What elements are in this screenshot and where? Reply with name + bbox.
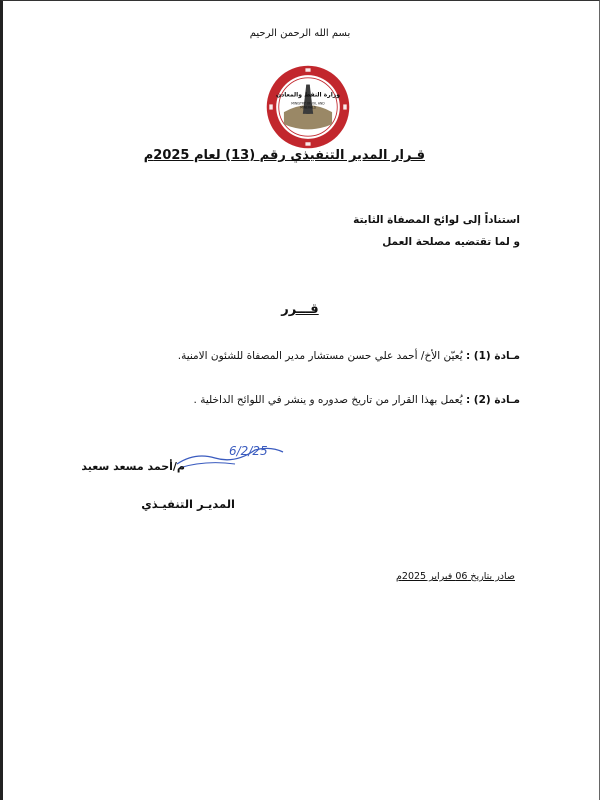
preamble-line-1: استناداً إلى لوائح المصفاة الثابتة [353,214,520,226]
svg-text:وزارة النفط والمعادن: وزارة النفط والمعادن [276,91,340,99]
signature-date: 6/2/25 [229,444,268,458]
decision-title: قـرار المدير التنفيذي رقم (13) لعام 2025م [143,148,425,163]
signer-position: المديـر التنفيـذي [141,497,235,511]
handwritten-signature [175,438,285,476]
ministry-seal-icon [265,64,351,150]
svg-text:MINISTRY OF OIL AND: MINISTRY OF OIL AND [291,101,325,106]
signer-name: م/أحمد مسعد سعيد [81,460,185,473]
article-2 [194,394,520,406]
issue-date: صادر بتاريخ 06 فبراير 2025م [396,571,515,582]
preamble-line-2: و لما تقتضيه مصلحة العمل [382,236,520,248]
article-2-label: مـادة (2) : [465,394,520,406]
svg-text:MINERALS: MINERALS [300,105,316,110]
article-2-text: يُعمل بهذا القرار من تاريخ صدوره و ينشر في اللوائح الداخلية . [193,394,463,406]
article-1-label: مـادة (1) : [465,350,520,362]
article-1 [178,350,520,362]
basmala: بسم الله الرحمن الرحيم [249,28,351,39]
article-1-text: يُعيّن الأخ/ أحمد علي حسن مستشار مدير المصفاة للشئون الامنية. [177,350,463,362]
decision-heading: قـــرر [281,302,319,317]
